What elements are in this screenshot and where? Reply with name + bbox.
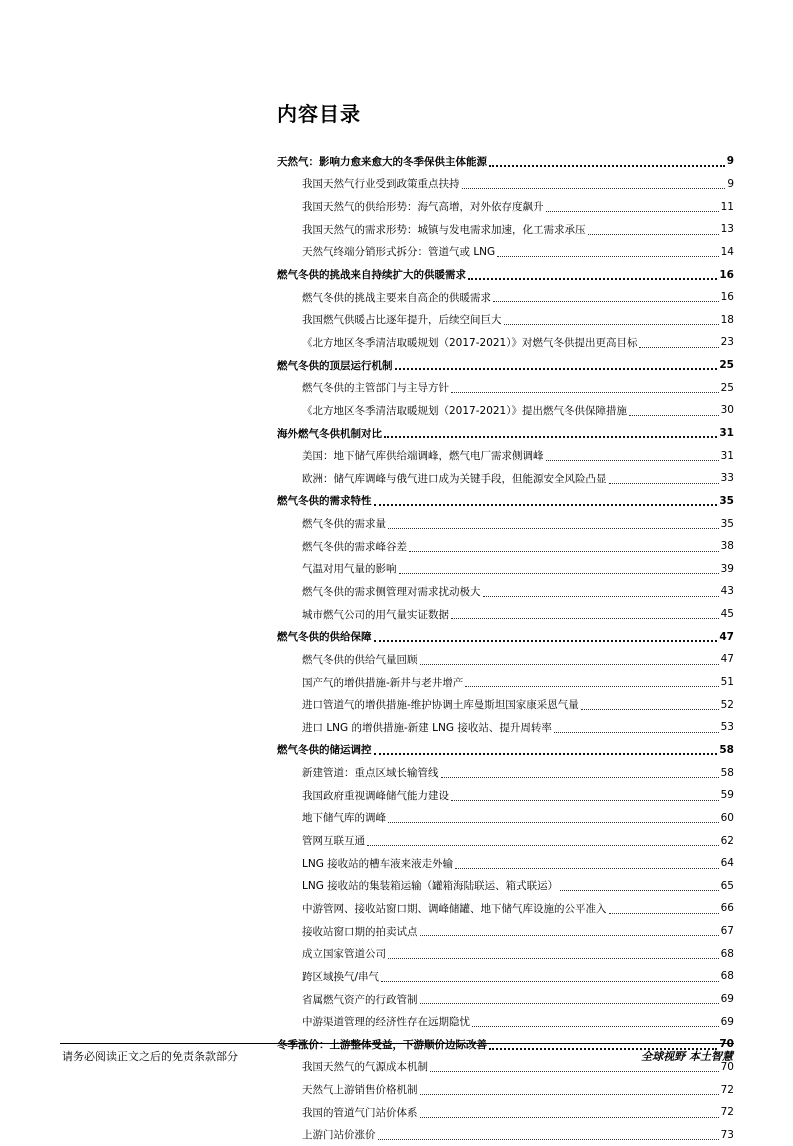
toc-page-number: 72 — [720, 1106, 734, 1119]
toc-page-number: 38 — [720, 540, 734, 553]
toc-leader-dots — [420, 663, 719, 665]
toc-subsection-link[interactable] — [277, 648, 734, 671]
toc-page-number: 73 — [720, 1128, 734, 1141]
toc-subsection-link[interactable] — [277, 1124, 734, 1146]
toc-page-number: 14 — [720, 245, 734, 258]
toc-page-number: 52 — [720, 698, 734, 711]
toc-leader-dots — [483, 595, 719, 597]
toc-subsection-link[interactable] — [277, 218, 734, 241]
toc-leader-dots — [546, 459, 719, 461]
toc-subsection-link[interactable] — [277, 1010, 734, 1033]
toc-subsection-link[interactable] — [277, 603, 734, 626]
toc-leader-dots — [388, 527, 719, 529]
toc-subsection-link[interactable] — [277, 580, 734, 603]
toc-entry-title: 冬季涨价：上游整体受益，下游顺价边际改善 — [277, 1038, 487, 1051]
toc-leader-dots — [472, 1025, 719, 1027]
toc-leader-dots — [381, 980, 719, 982]
toc-subsection-link[interactable] — [277, 965, 734, 988]
toc-subsection-link[interactable] — [277, 897, 734, 920]
toc-page-number: 53 — [720, 721, 734, 734]
toc-entry-title: 省属燃气资产的行政管制 — [302, 993, 418, 1006]
toc-entry-title: 我国天然气行业受到政策重点扶持 — [302, 178, 460, 191]
toc-subsection-link[interactable] — [277, 852, 734, 875]
toc-entry-title: 我国天然气的气源成本机制 — [302, 1061, 428, 1074]
toc-entry-title: 美国：地下储气库供给端调峰，燃气电厂需求侧调峰 — [302, 450, 544, 463]
toc-page-number: 11 — [720, 200, 734, 213]
page-title: 内容目录 — [277, 102, 361, 126]
toc-leader-dots — [451, 799, 719, 801]
toc-subsection-link[interactable] — [277, 173, 734, 196]
toc-leader-dots — [629, 414, 719, 416]
toc-subsection-link[interactable] — [277, 1078, 734, 1101]
toc-leader-dots — [420, 934, 719, 936]
toc-entry-title: 燃气冬供的挑战主要来自高企的供暖需求 — [302, 291, 491, 304]
toc-page-number: 9 — [727, 177, 734, 190]
toc-subsection-link[interactable] — [277, 376, 734, 399]
toc-section-link[interactable] — [277, 263, 734, 286]
toc-entry-title: 燃气冬供的供给保障 — [277, 631, 372, 644]
toc-subsection-link[interactable] — [277, 716, 734, 739]
toc-subsection-link[interactable] — [277, 693, 734, 716]
toc-leader-dots — [451, 617, 719, 619]
toc-subsection-link[interactable] — [277, 331, 734, 354]
toc-section-link[interactable] — [277, 354, 734, 377]
toc-entry-title: 燃气冬供的需求侧管理对需求扰动极大 — [302, 585, 481, 598]
toc-leader-dots — [581, 708, 719, 710]
toc-subsection-link[interactable] — [277, 444, 734, 467]
toc-page-number: 43 — [720, 585, 734, 598]
toc-entry-title: 燃气冬供的主管部门与主导方针 — [302, 382, 449, 395]
toc-entry-title: 中游管网、接收站窗口期、调峰储罐、地下储气库设施的公平准入 — [302, 902, 607, 915]
toc-subsection-link[interactable] — [277, 467, 734, 490]
toc-page-number: 30 — [720, 404, 734, 417]
toc-leader-dots — [399, 572, 719, 574]
toc-section-link[interactable] — [277, 490, 734, 513]
toc-subsection-link[interactable] — [277, 829, 734, 852]
toc-page-number: 35 — [720, 517, 734, 530]
toc-section-link[interactable] — [277, 422, 734, 445]
toc-entry-title: 地下储气库的调峰 — [302, 812, 386, 825]
toc-leader-dots — [504, 323, 719, 325]
toc-entry-title: 成立国家管道公司 — [302, 948, 386, 961]
toc-leader-dots — [374, 503, 718, 506]
toc-leader-dots — [374, 752, 718, 755]
toc-page-number: 31 — [720, 449, 734, 462]
toc-entry-title: 我国天然气的需求形势：城镇与发电需求加速，化工需求承压 — [302, 223, 586, 236]
toc-entry-title: 管网互联互通 — [302, 835, 365, 848]
toc-leader-dots — [554, 731, 719, 733]
toc-page-number: 16 — [719, 268, 734, 281]
toc-leader-dots — [468, 277, 717, 280]
toc-entry-title: 燃气冬供的顶层运行机制 — [277, 359, 393, 372]
toc-page-number: 67 — [720, 925, 734, 938]
toc-leader-dots — [378, 1138, 719, 1140]
toc-leader-dots — [639, 346, 718, 348]
toc-page-number: 69 — [720, 1015, 734, 1028]
toc-leader-dots — [420, 1093, 719, 1095]
toc-page-number: 23 — [720, 336, 734, 349]
toc-leader-dots — [430, 1070, 719, 1072]
toc-entry-title: 欧洲：储气库调峰与俄气进口成为关键手段，但能源安全风险凸显 — [302, 472, 607, 485]
toc-page-number: 9 — [726, 155, 734, 168]
toc-leader-dots — [384, 435, 717, 438]
toc-page-number: 70 — [719, 1038, 734, 1051]
toc-entry-title: 跨区域换气/串气 — [302, 970, 380, 983]
toc-subsection-link[interactable] — [277, 875, 734, 898]
toc-section-link[interactable] — [277, 739, 734, 762]
toc-page-number: 58 — [720, 766, 734, 779]
toc-page-number: 25 — [719, 359, 734, 372]
toc-subsection-link[interactable] — [277, 942, 734, 965]
toc-subsection-link[interactable] — [277, 671, 734, 694]
toc-leader-dots — [420, 1002, 719, 1004]
toc-leader-dots — [374, 639, 718, 642]
toc-page-number: 51 — [720, 676, 734, 689]
toc-entry-title: 城市燃气公司的用气量实证数据 — [302, 608, 449, 621]
toc-page-number: 47 — [720, 653, 734, 666]
toc-entry-title: 接收站窗口期的拍卖试点 — [302, 925, 418, 938]
toc-page-number: 16 — [720, 291, 734, 304]
toc-leader-dots — [588, 233, 719, 235]
toc-entry-title: 燃气冬供的储运调控 — [277, 744, 372, 757]
toc-entry-title: 我国政府重视调峰储气能力建设 — [302, 789, 449, 802]
toc-page-number: 13 — [720, 223, 734, 236]
toc-entry-title: 气温对用气量的影响 — [302, 563, 397, 576]
toc-entry-title: 上游门站价涨价 — [302, 1129, 376, 1142]
toc-leader-dots — [420, 1116, 719, 1118]
toc-page-number: 33 — [720, 472, 734, 485]
toc-leader-dots — [609, 912, 719, 914]
toc-entry-title: 天然气终端分销形式拆分：管道气或 LNG — [302, 246, 496, 259]
toc-page-number: 62 — [720, 834, 734, 847]
toc-leader-dots — [609, 482, 719, 484]
toc-leader-dots — [560, 889, 718, 891]
toc-page-number: 31 — [719, 427, 734, 439]
toc-entry-title: 新建管道：重点区域长输管线 — [302, 767, 439, 780]
toc-page-number: 60 — [720, 811, 734, 824]
toc-page-number: 68 — [720, 947, 734, 960]
toc-page-number: 65 — [720, 879, 734, 892]
toc-leader-dots — [462, 187, 726, 189]
toc-entry-title: 燃气冬供的需求特性 — [277, 495, 372, 508]
toc-entry-title: 燃气冬供的供给气量回顾 — [302, 653, 418, 666]
toc-entry-title: 海外燃气冬供机制对比 — [277, 427, 382, 440]
toc-leader-dots — [388, 957, 719, 959]
toc-leader-dots — [546, 210, 719, 212]
toc-section-link[interactable] — [277, 150, 734, 173]
toc-page-number: 35 — [719, 494, 734, 507]
toc-section-link[interactable] — [277, 625, 734, 648]
toc-leader-dots — [489, 164, 725, 167]
toc-entry-title: 燃气冬供的需求量 — [302, 518, 386, 531]
toc-subsection-link[interactable] — [277, 195, 734, 218]
toc-subsection-link[interactable] — [277, 1101, 734, 1124]
toc-entry-title: 燃气冬供的需求峰谷差 — [302, 540, 407, 553]
toc-page-number: 70 — [720, 1060, 734, 1073]
toc-page-number: 66 — [720, 902, 734, 915]
toc-entry-title: 进口管道气的增供措施-维护协调土库曼斯坦国家康采恩气量 — [302, 699, 579, 712]
toc-leader-dots — [388, 821, 719, 823]
toc-page-number: 47 — [719, 630, 734, 643]
toc-leader-dots — [455, 867, 718, 869]
toc-entry-title: 天然气上游销售价格机制 — [302, 1084, 418, 1097]
toc-subsection-link[interactable] — [277, 241, 734, 264]
toc-page-number: 58 — [719, 743, 734, 756]
toc-subsection-link[interactable] — [277, 988, 734, 1011]
table-of-contents — [277, 150, 734, 1146]
toc-leader-dots — [395, 367, 718, 370]
toc-page-number: 18 — [720, 313, 734, 326]
toc-leader-dots — [441, 776, 719, 778]
toc-page-number: 59 — [720, 789, 734, 802]
toc-subsection-link[interactable] — [277, 761, 734, 784]
toc-entry-title: 我国天然气的供给形势：海气高增，对外依存度飙升 — [302, 201, 544, 214]
toc-entry-title: 我国燃气供暖占比逐年提升，后续空间巨大 — [302, 314, 502, 327]
toc-leader-dots — [465, 685, 718, 687]
toc-leader-dots — [497, 255, 718, 257]
toc-page-number: 64 — [720, 857, 734, 870]
toc-entry-title: 《北方地区冬季清洁取暖规划（2017-2021）》提出燃气冬供保障措施 — [302, 404, 627, 417]
toc-subsection-link[interactable] — [277, 807, 734, 830]
toc-subsection-link[interactable] — [277, 535, 734, 558]
toc-subsection-link[interactable] — [277, 286, 734, 309]
toc-entry-title: 国产气的增供措施-新井与老井增产 — [302, 676, 464, 689]
toc-leader-dots — [493, 300, 719, 302]
footer-disclaimer: 请务必阅读正文之后的免责条款部分 — [62, 1050, 238, 1063]
toc-leader-dots — [367, 844, 719, 846]
toc-entry-title: LNG 接收站的集装箱运输（罐箱海陆联运、箱式联运） — [302, 880, 559, 893]
toc-subsection-link[interactable] — [277, 399, 734, 422]
toc-page-number: 39 — [720, 562, 734, 575]
toc-page-number: 45 — [720, 608, 734, 621]
footer-slogan: 全球视野 本土智慧 — [641, 1050, 733, 1063]
toc-page-number: 69 — [720, 993, 734, 1006]
toc-entry-title: 《北方地区冬季清洁取暖规划（2017-2021）》对燃气冬供提出更高目标 — [302, 336, 638, 349]
footer-divider — [60, 1043, 734, 1044]
toc-page-number: 68 — [720, 970, 734, 983]
toc-entry-title: 中游渠道管理的经济性存在远期隐忧 — [302, 1016, 470, 1029]
toc-subsection-link[interactable] — [277, 558, 734, 581]
toc-entry-title: 燃气冬供的挑战来自持续扩大的供暖需求 — [277, 269, 466, 282]
toc-entry-title: 进口 LNG 的增供措施-新建 LNG 接收站、提升周转率 — [302, 721, 552, 734]
toc-leader-dots — [451, 391, 719, 393]
toc-entry-title: LNG 接收站的槽车液来液走外输 — [302, 857, 454, 870]
toc-entry-title: 天然气：影响力愈来愈大的冬季保供主体能源 — [277, 155, 487, 168]
toc-subsection-link[interactable] — [277, 784, 734, 807]
toc-subsection-link[interactable] — [277, 920, 734, 943]
toc-entry-title: 我国的管道气门站价体系 — [302, 1106, 418, 1119]
toc-page-number: 25 — [720, 381, 734, 394]
toc-leader-dots — [409, 550, 719, 552]
toc-subsection-link[interactable] — [277, 512, 734, 535]
toc-subsection-link[interactable] — [277, 308, 734, 331]
toc-page-number: 72 — [720, 1083, 734, 1096]
